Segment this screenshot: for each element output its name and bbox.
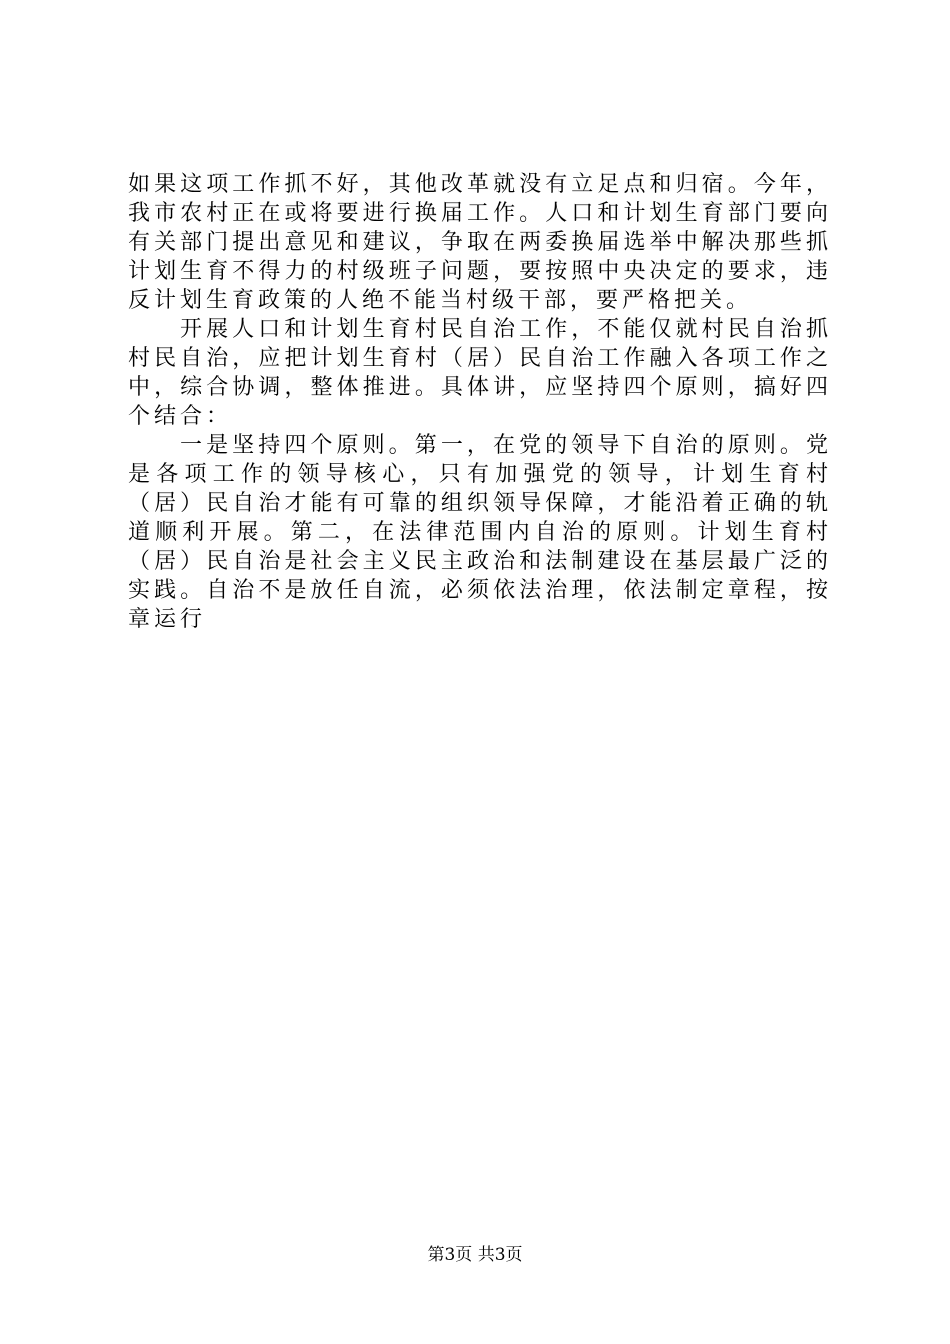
text-line [128,518,828,547]
text-line-content: 是各项工作的领导核心，只有加强党的领导，计划生育村 [128,462,828,487]
text-line-content: 如果这项工作抓不好，其他改革就没有立足点和归宿。今年， [128,172,828,197]
text-line-content: 反计划生育政策的人绝不能当村级干部，要严格把关。 [128,288,753,313]
text-line [128,344,828,373]
text-line [128,460,828,489]
text-line [128,402,828,431]
text-line-content: 我市农村正在或将要进行换届工作。人口和计划生育部门要向 [128,201,828,226]
text-line-content: 中，综合协调，整体推进。具体讲，应坚持四个原则，搞好四 [128,375,828,400]
text-line [128,286,828,315]
text-line-content: （居）民自治才能有可靠的组织领导保障，才能沿着正确的轨 [128,491,828,516]
text-line-content: 章运行 [128,607,207,632]
text-line [128,315,828,344]
text-line [128,199,828,228]
text-line-content: 开展人口和计划生育村民自治工作，不能仅就村民自治抓 [180,317,828,342]
text-line-content: 村民自治，应把计划生育村（居）民自治工作融入各项工作之 [128,346,828,371]
text-line-content: 计划生育不得力的村级班子问题，要按照中央决定的要求，违 [128,259,828,284]
page-footer: 第3页 共3页 [427,1245,523,1265]
text-line-content: 有关部门提出意见和建议，争取在两委换届选举中解决那些抓 [128,230,828,255]
text-line-content: 实践。自治不是放任自流，必须依法治理，依法制定章程，按 [128,578,828,603]
text-line [128,489,828,518]
text-line [128,431,828,460]
text-line [128,373,828,402]
text-line [128,257,828,286]
body-text [128,170,828,634]
text-line [128,170,828,199]
text-line-content: 个结合： [128,404,233,429]
text-line-content: （居）民自治是社会主义民主政治和法制建设在基层最广泛的 [128,549,828,574]
text-line-content: 道顺利开展。第二，在法律范围内自治的原则。计划生育村 [128,520,828,545]
text-line [128,605,828,634]
text-line [128,228,828,257]
text-line [128,576,828,605]
text-line-content: 一是坚持四个原则。第一，在党的领导下自治的原则。党 [180,433,828,458]
text-line [128,547,828,576]
